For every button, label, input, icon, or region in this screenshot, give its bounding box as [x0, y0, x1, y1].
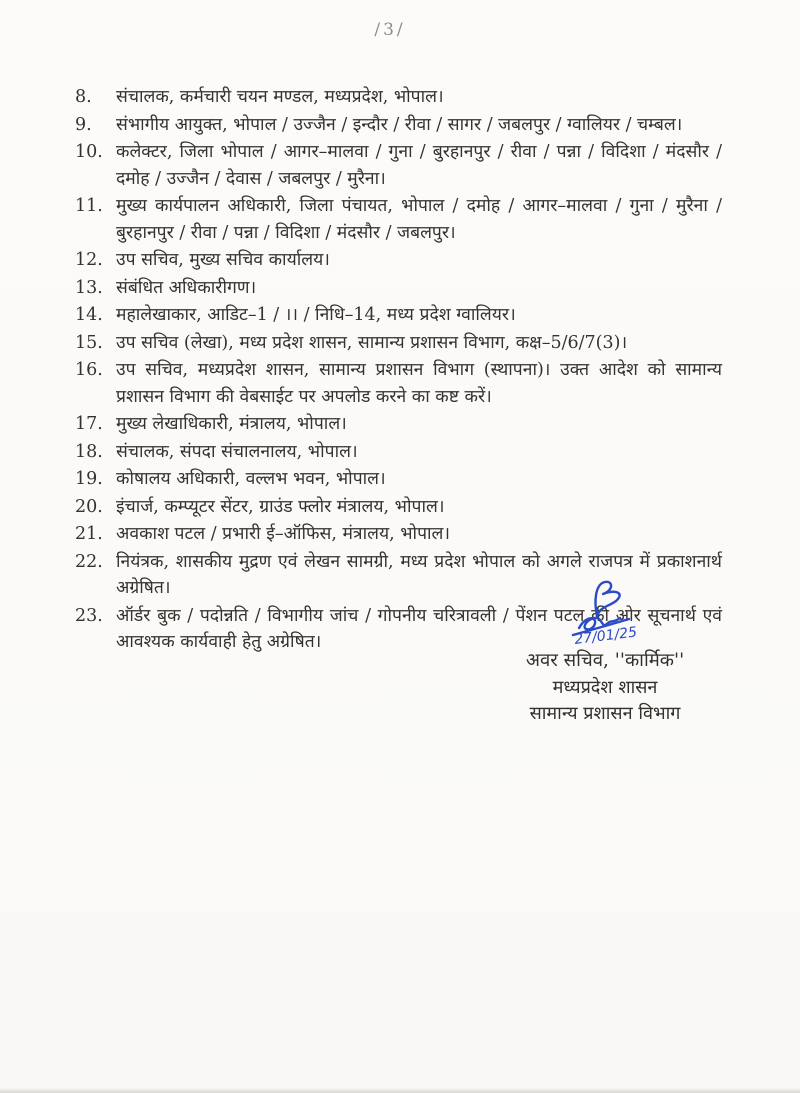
item-number: 17.: [75, 414, 103, 434]
item-number: 22.: [75, 551, 103, 572]
list-item: [75, 439, 722, 466]
item-text: संचालक, संपदा संचालनालय, भोपाल।: [116, 441, 358, 462]
item-text: संबंधित अधिकारीगण।: [116, 277, 257, 298]
list-item: [75, 330, 722, 357]
signature-date: 27/01/25: [573, 624, 638, 648]
item-number: 18.: [75, 441, 103, 462]
item-number: 10.: [75, 142, 103, 162]
item-text: नियंत्रक, शासकीय मुद्रण एवं लेखन सामग्री, मध्य प्रदेश भोपाल को अगले राजपत्र में प्रकाशनार्थ अग्रेषित।: [116, 551, 722, 598]
list-item: [75, 521, 722, 548]
item-number: 8.: [75, 87, 92, 107]
list-item: [75, 302, 722, 329]
list-item: [75, 84, 722, 111]
item-number: 19.: [75, 469, 103, 489]
item-number: 21.: [75, 524, 103, 544]
item-number: 23.: [75, 605, 103, 626]
signature-block: [440, 576, 770, 728]
item-text: कोषालय अधिकारी, वल्लभ भवन, भोपाल।: [116, 469, 386, 489]
signatory-org: मध्यप्रदेश शासन: [552, 676, 658, 698]
item-text: उप सचिव (लेखा), मध्य प्रदेश शासन, सामान्य प्रशासन विभाग, कक्ष–5/6/7(3)।: [116, 332, 628, 353]
item-number: 14.: [75, 305, 103, 325]
item-number: 9.: [75, 114, 92, 135]
item-number: 16.: [75, 360, 103, 380]
list-item: [75, 275, 722, 302]
item-number: 15.: [75, 332, 103, 353]
item-text: उप सचिव, मुख्य सचिव कार्यालय।: [116, 250, 330, 270]
item-text: संचालक, कर्मचारी चयन मण्डल, मध्यप्रदेश, भोपाल।: [116, 87, 444, 107]
recipient-list: [75, 84, 722, 657]
item-number: 11.: [75, 196, 103, 216]
item-text: महालेखाकार, आडिट–1 / ।। / निधि–14, मध्य प्रदेश ग्वालियर।: [116, 305, 516, 325]
list-item: [75, 357, 722, 410]
list-item: [75, 411, 722, 438]
item-text: उप सचिव, मध्यप्रदेश शासन, सामान्य प्रशासन विभाग (स्थापना)। उक्त आदेश को सामान्य प्रशासन विभाग की वेबसाईट पर अपलोड करने का कष्ट करें।: [116, 360, 722, 407]
item-text: अवकाश पटल / प्रभारी ई–ऑफिस, मंत्रालय, भोपाल।: [116, 524, 451, 544]
list-item: [75, 247, 722, 274]
item-text: ऑर्डर बुक / पदोन्नति / विभागीय जांच / गोपनीय चरित्रावली / पेंशन पटल की ओर सूचनार्थ एवं आवश्यक कार्यवाही हेतु अग्रेषित।: [116, 605, 722, 652]
item-text: इंचार्ज, कम्प्यूटर सेंटर, ग्राउंड फ्लोर मंत्रालय, भोपाल।: [116, 496, 445, 517]
list-item: [75, 494, 722, 521]
list-item: [75, 112, 722, 139]
list-item: [75, 466, 722, 493]
item-number: 20.: [75, 496, 103, 517]
list-item: [75, 193, 722, 246]
item-number: 12.: [75, 250, 103, 270]
signatory-dept: सामान्य प्रशासन विभाग: [529, 703, 681, 724]
item-text: संभागीय आयुक्त, भोपाल / उज्जैन / इन्दौर / रीवा / सागर / जबलपुर / ग्वालियर / चम्बल।: [116, 114, 683, 135]
scan-bottom-edge: [0, 1088, 800, 1093]
item-text: कलेक्टर, जिला भोपाल / आगर–मालवा / गुना / बुरहानपुर / रीवा / पन्ना / विदिशा / मंदसौर / दमोह / उज्जैन / देवास / जबलपुर / मुरैना।: [116, 142, 722, 189]
item-number: 13.: [75, 277, 103, 298]
page-number: /3/: [374, 20, 406, 40]
item-text: मुख्य लेखाधिकारी, मंत्रालय, भोपाल।: [116, 414, 347, 434]
signatory-title: अवर सचिव, ''कार्मिक'': [525, 650, 685, 671]
item-text: मुख्य कार्यपालन अधिकारी, जिला पंचायत, भोपाल / दमोह / आगर–मालवा / गुना / मुरैना / बुरहानपुर / रीवा / पन्ना / विदिशा / मंदसौर / जबलपुर।: [116, 196, 722, 243]
signature-scribble: [535, 576, 675, 648]
list-item: [75, 139, 722, 192]
